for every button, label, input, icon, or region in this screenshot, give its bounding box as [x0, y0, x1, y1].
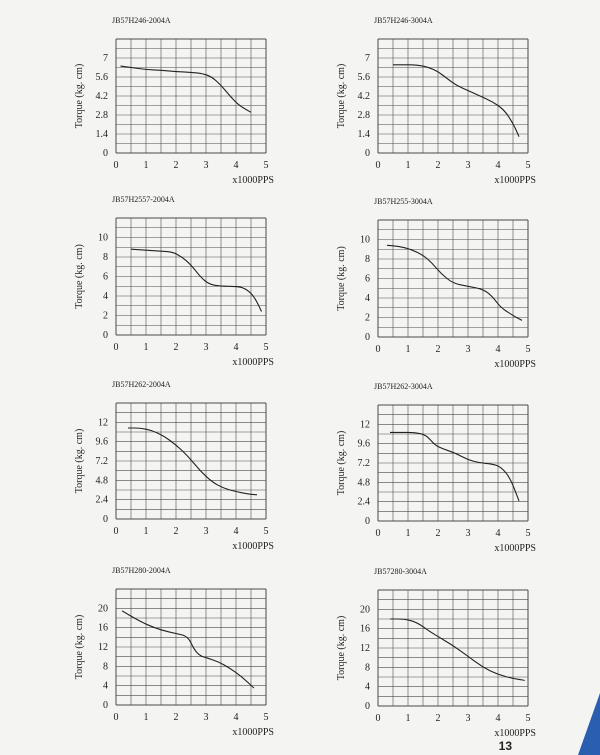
chart-title: JB57H2557-2004A — [112, 195, 175, 204]
y-tick-label: 2.8 — [357, 110, 370, 121]
y-tick-label: 0 — [103, 330, 108, 341]
y-tick-label: 7 — [103, 53, 108, 64]
x-tick-label: 2 — [435, 344, 441, 355]
page-number: 13 — [498, 739, 512, 753]
x-tick-label: 0 — [113, 160, 119, 171]
y-tick-label: 0 — [103, 700, 108, 711]
torque-curve-line — [393, 65, 519, 137]
y-tick-label: 8 — [365, 662, 370, 674]
x-tick-label: 3 — [465, 344, 471, 355]
y-tick-label: 8 — [365, 254, 370, 265]
y-tick-label: 4 — [103, 680, 108, 692]
y-tick-label: 4 — [365, 293, 370, 304]
x-axis-label: x1000PPS — [494, 728, 536, 739]
y-tick-label: 0 — [103, 514, 108, 525]
y-tick-label: 5.6 — [357, 72, 370, 83]
y-tick-label: 0 — [365, 148, 370, 159]
y-tick-label: 6 — [103, 271, 108, 283]
x-tick-label: 0 — [375, 713, 381, 724]
chart-title: JB57280-3004A — [374, 567, 427, 576]
y-tick-label: 2.8 — [95, 110, 108, 121]
y-tick-label: 12 — [98, 417, 108, 429]
y-axis-label: Torque (kg. cm) — [74, 244, 85, 309]
y-axis-label: Torque (kg. cm) — [336, 63, 347, 129]
chart-title: JB57H246-2004A — [112, 16, 171, 25]
x-axis-label: x1000PPS — [232, 541, 274, 552]
x-tick-label: 5 — [525, 344, 531, 355]
x-tick-label: 3 — [203, 526, 209, 537]
x-tick-label: 5 — [263, 712, 269, 723]
torque-chart-7 — [74, 566, 274, 738]
y-axis-label: Torque (kg. cm) — [336, 246, 347, 311]
y-tick-label: 12 — [98, 642, 108, 653]
torque-chart-3 — [74, 195, 274, 368]
x-tick-label: 0 — [375, 160, 381, 171]
y-tick-label: 7 — [365, 53, 370, 64]
x-tick-label: 0 — [113, 526, 119, 537]
y-axis-label: Torque (kg. cm) — [74, 63, 85, 129]
x-tick-label: 4 — [495, 713, 501, 724]
x-tick-label: 3 — [203, 342, 209, 353]
y-tick-label: 8 — [103, 661, 108, 673]
x-tick-label: 5 — [263, 160, 269, 171]
y-tick-label: 4.2 — [357, 91, 370, 102]
y-tick-label: 8 — [103, 252, 108, 263]
x-tick-label: 3 — [465, 528, 471, 539]
chart-title: JB57H280-2004A — [112, 566, 171, 575]
x-tick-label: 5 — [525, 160, 531, 171]
x-tick-label: 4 — [233, 526, 239, 537]
y-tick-label: 1.4 — [357, 129, 370, 140]
y-tick-label: 7.2 — [357, 458, 370, 469]
y-tick-label: 10 — [98, 232, 108, 244]
torque-curve-line — [387, 245, 522, 320]
x-tick-label: 2 — [435, 160, 441, 171]
y-tick-label: 0 — [365, 332, 370, 343]
x-tick-label: 4 — [495, 344, 501, 355]
x-tick-label: 1 — [405, 528, 411, 539]
x-tick-label: 5 — [525, 528, 531, 539]
x-tick-label: 4 — [233, 712, 239, 723]
y-tick-label: 4 — [103, 291, 108, 302]
y-tick-label: 12 — [360, 643, 370, 654]
x-tick-label: 1 — [143, 342, 149, 353]
y-tick-label: 20 — [98, 603, 108, 615]
y-tick-label: 9.6 — [95, 436, 108, 448]
y-tick-label: 0 — [365, 516, 370, 527]
torque-curve-line — [131, 249, 262, 311]
x-tick-label: 5 — [263, 342, 269, 353]
y-tick-label: 4.2 — [95, 91, 108, 102]
x-tick-label: 1 — [143, 526, 149, 537]
y-axis-label: Torque (kg. cm) — [74, 428, 85, 494]
torque-curve-line — [128, 428, 257, 495]
x-tick-label: 3 — [465, 160, 471, 171]
torque-chart-1 — [74, 16, 274, 186]
x-axis-label: x1000PPS — [232, 727, 274, 738]
x-tick-label: 3 — [203, 160, 209, 171]
x-tick-label: 2 — [173, 526, 179, 537]
x-tick-label: 1 — [405, 160, 411, 171]
torque-curve-line — [390, 432, 519, 501]
y-tick-label: 16 — [98, 622, 108, 634]
y-tick-label: 2.4 — [357, 496, 370, 508]
y-tick-label: 4 — [365, 681, 370, 693]
x-tick-label: 1 — [405, 713, 411, 724]
x-tick-label: 1 — [143, 712, 149, 723]
x-tick-label: 0 — [375, 528, 381, 539]
y-tick-label: 9.6 — [357, 438, 370, 450]
x-tick-label: 1 — [405, 344, 411, 355]
x-axis-label: x1000PPS — [232, 357, 274, 368]
y-tick-label: 12 — [360, 419, 370, 431]
y-tick-label: 2.4 — [95, 494, 108, 506]
chart-title: JB57H246-3004A — [374, 16, 433, 25]
x-tick-label: 4 — [233, 342, 239, 353]
y-tick-label: 6 — [365, 273, 370, 285]
x-tick-label: 2 — [173, 160, 179, 171]
page-corner-decoration — [578, 693, 600, 755]
x-tick-label: 4 — [495, 528, 501, 539]
x-axis-label: x1000PPS — [494, 175, 536, 186]
y-tick-label: 2 — [365, 312, 370, 324]
torque-chart-8 — [336, 567, 536, 739]
torque-chart-4 — [336, 197, 536, 370]
y-tick-label: 5.6 — [95, 72, 108, 83]
y-axis-label: Torque (kg. cm) — [74, 614, 85, 680]
x-tick-label: 2 — [435, 528, 441, 539]
torque-curve-line — [390, 619, 525, 680]
x-tick-label: 1 — [143, 160, 149, 171]
y-tick-label: 16 — [360, 623, 370, 635]
y-tick-label: 0 — [103, 148, 108, 159]
y-tick-label: 0 — [365, 701, 370, 712]
x-tick-label: 4 — [495, 160, 501, 171]
y-axis-label: Torque (kg. cm) — [336, 430, 347, 496]
x-axis-label: x1000PPS — [232, 175, 274, 186]
x-tick-label: 5 — [263, 526, 269, 537]
torque-curve-line — [122, 611, 254, 688]
y-tick-label: 4.8 — [95, 475, 108, 487]
x-tick-label: 0 — [375, 344, 381, 355]
x-axis-label: x1000PPS — [494, 359, 536, 370]
x-tick-label: 5 — [525, 713, 531, 724]
y-tick-label: 1.4 — [95, 129, 108, 140]
chart-title: JB57H262-3004A — [374, 382, 433, 391]
y-tick-label: 10 — [360, 234, 370, 246]
y-axis-label: Torque (kg. cm) — [336, 615, 347, 681]
x-tick-label: 0 — [113, 342, 119, 353]
x-tick-label: 0 — [113, 712, 119, 723]
x-tick-label: 3 — [465, 713, 471, 724]
chart-title: JB57H255-3004A — [374, 197, 433, 206]
chart-title: JB57H262-2004A — [112, 380, 171, 389]
torque-chart-5 — [74, 380, 274, 552]
y-tick-label: 20 — [360, 604, 370, 616]
torque-chart-2 — [336, 16, 536, 186]
x-tick-label: 2 — [173, 712, 179, 723]
x-tick-label: 3 — [203, 712, 209, 723]
y-tick-label: 4.8 — [357, 477, 370, 489]
y-tick-label: 7.2 — [95, 456, 108, 467]
x-axis-label: x1000PPS — [494, 543, 536, 554]
x-tick-label: 2 — [435, 713, 441, 724]
torque-chart-6 — [336, 382, 536, 554]
x-tick-label: 4 — [233, 160, 239, 171]
y-tick-label: 2 — [103, 310, 108, 322]
x-tick-label: 2 — [173, 342, 179, 353]
